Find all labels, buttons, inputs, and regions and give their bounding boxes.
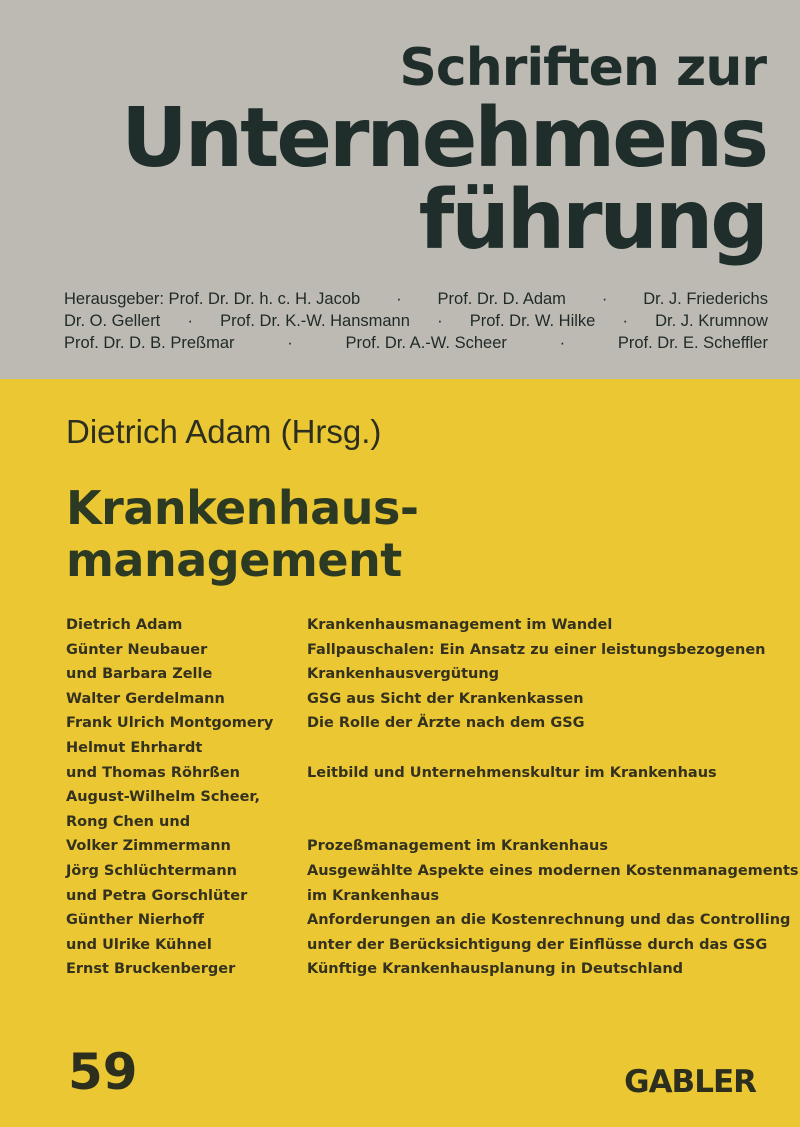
series-title-line3: führung: [418, 173, 766, 268]
toc-entry: [66, 859, 799, 908]
toc-author-line: und Ulrike Kühnel: [66, 936, 212, 953]
toc-chapter-title: [307, 859, 799, 908]
toc-entry: [66, 785, 766, 859]
editors-line: [64, 310, 768, 332]
editor-entry: Dr. J. Krumnow: [655, 312, 768, 330]
series-editors: [64, 288, 768, 354]
series-title-line1: Schriften zur: [399, 38, 766, 98]
toc-author-line: Günter Neubauer: [66, 641, 208, 658]
toc-authors: [66, 785, 307, 859]
toc-chapter-title: [307, 711, 766, 736]
toc-title-line: unter der Berücksichtigung der Einflüsse durch das GSG: [307, 936, 768, 953]
toc-title-line: Die Rolle der Ärzte nach dem GSG: [307, 715, 585, 732]
table-of-contents: [66, 613, 799, 982]
toc-author-line: Dietrich Adam: [66, 617, 183, 633]
toc-chapter-title: [307, 908, 790, 957]
toc-author-line: Frank Ulrich Montgomery: [66, 715, 274, 732]
toc-author-line: Rong Chen und: [66, 813, 191, 830]
toc-author-line: Helmut Ehrhardt: [66, 739, 203, 756]
toc-author-line: Walter Gerdelmann: [66, 690, 225, 707]
toc-authors: [66, 711, 307, 736]
editor-entry: Prof. Dr. A.-W. Scheer: [345, 334, 507, 352]
toc-chapter-title: [307, 785, 766, 859]
toc-title-line: Leitbild und Unternehmenskultur im Krankenhaus: [307, 764, 717, 781]
editor-entry: Prof. Dr. E. Scheffler: [617, 334, 768, 352]
toc-authors: [66, 908, 307, 957]
separator-dot: ·: [187, 312, 193, 330]
toc-chapter-title: [307, 613, 766, 638]
editor-entry: Prof. Dr. D. B. Preßmar: [64, 334, 235, 352]
toc-title-line: [307, 785, 766, 810]
separator-dot: ·: [601, 290, 608, 308]
toc-title-line: [307, 810, 766, 835]
editor-entry: Dr. O. Gellert: [64, 312, 161, 330]
toc-author-line: und Petra Gorschlüter: [66, 887, 248, 904]
toc-author-line: und Thomas Röhrßen: [66, 764, 241, 781]
toc-title-line: Ausgewählte Aspekte eines modernen Kostenmanagements: [307, 862, 799, 879]
toc-entry: [66, 736, 766, 785]
toc-entry: [66, 957, 766, 982]
book-title-line1: Krankenhaus-: [66, 481, 419, 535]
toc-entry: [66, 613, 766, 638]
toc-title-line: Prozeßmanagement im Krankenhaus: [307, 838, 608, 855]
toc-authors: [66, 613, 307, 638]
toc-entry: [66, 908, 791, 957]
editor-entry: Dr. J. Friederichs: [643, 290, 768, 308]
editors-line: [64, 332, 768, 354]
toc-entry: [66, 687, 766, 712]
book-title-line2: management: [66, 533, 402, 587]
toc-title-line: [307, 736, 766, 761]
toc-title-line: Fallpauschalen: Ein Ansatz zu einer leistungsbezogenen: [307, 641, 766, 658]
separator-dot: ·: [396, 290, 402, 308]
editor-entry: Prof. Dr. D. Adam: [437, 290, 566, 308]
editor-entry: Prof. Dr. W. Hilke: [469, 312, 596, 330]
toc-title-line: im Krankenhaus: [307, 887, 440, 904]
toc-author-line: Volker Zimmermann: [66, 838, 231, 855]
toc-title-line: Anforderungen an die Kostenrechnung und das Controlling: [307, 912, 791, 929]
series-header-band: [0, 0, 800, 379]
editors-line: [64, 288, 768, 310]
toc-chapter-title: [307, 638, 766, 687]
series-title: [121, 38, 766, 268]
toc-author-line: und Barbara Zelle: [66, 666, 213, 683]
publisher-logo: GABLER: [624, 1064, 756, 1100]
volume-number: 59: [68, 1043, 138, 1101]
volume-editor: Dietrich Adam (Hrsg.): [66, 413, 382, 450]
toc-author-line: Günther Nierhoff: [66, 912, 204, 929]
toc-authors: [66, 638, 307, 687]
editor-entry: Herausgeber: Prof. Dr. Dr. h. c. H. Jacob: [64, 290, 361, 308]
toc-title-line: Krankenhausvergütung: [307, 666, 500, 683]
toc-chapter-title: [307, 957, 766, 982]
toc-authors: [66, 736, 307, 785]
separator-dot: ·: [287, 334, 293, 352]
toc-title-line: GSG aus Sicht der Krankenkassen: [307, 690, 584, 707]
separator-dot: ·: [437, 312, 443, 330]
series-title-line2: Unternehmens: [121, 91, 766, 186]
book-title: [66, 482, 418, 586]
toc-author-line: Jörg Schlüchtermann: [66, 862, 237, 879]
toc-authors: [66, 859, 307, 908]
toc-entry: [66, 638, 766, 687]
toc-authors: [66, 687, 307, 712]
separator-dot: ·: [559, 334, 566, 352]
toc-title-line: Künftige Krankenhausplanung in Deutschland: [307, 961, 684, 978]
toc-authors: [66, 957, 307, 982]
toc-entry: [66, 711, 766, 736]
separator-dot: ·: [622, 312, 628, 330]
toc-title-line: Krankenhausmanagement im Wandel: [307, 617, 613, 633]
toc-author-line: Ernst Bruckenberger: [66, 961, 236, 978]
toc-chapter-title: [307, 736, 766, 785]
editor-entry: Prof. Dr. K.-W. Hansmann: [220, 312, 410, 330]
toc-chapter-title: [307, 687, 766, 712]
toc-author-line: August-Wilhelm Scheer,: [66, 789, 260, 806]
